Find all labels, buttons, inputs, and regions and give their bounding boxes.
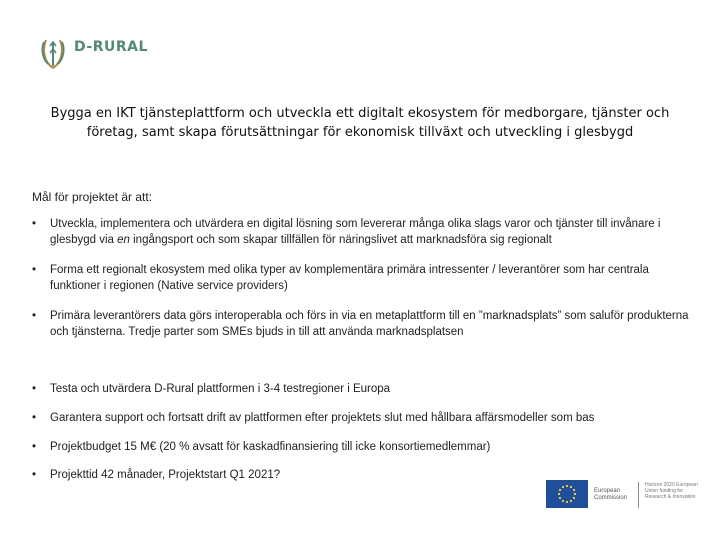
list-item: • Projektbudget 15 M€ (20 % avsatt för kaskadfinansiering till icke konsortiemedlemmar) <box>32 441 491 453</box>
bullet-dot: • <box>32 264 37 276</box>
bullet-dot: • <box>32 310 37 322</box>
d-rural-logo <box>38 28 148 70</box>
intro-text: Mål för projektet är att: <box>32 190 153 204</box>
list-item: • Garantera support och fortsatt drift av plattformen efter projektets slut med hållbara affärsmodeller som bas <box>32 412 595 424</box>
eu-flag-icon <box>546 480 588 508</box>
programme-label: Horizon 2020 European Union funding for Research & Innovation <box>645 482 698 500</box>
list-item: • Projekttid 42 månader, Projektstart Q1 2021? <box>32 469 281 481</box>
bullet-dot: • <box>32 383 37 395</box>
list-item: • Testa och utvärdera D-Rural plattformen i 3-4 testregioner i Europa <box>32 383 391 395</box>
list-item: • Utveckla, implementera och utvärdera en digital lösning som levererar många olika slags varor och tjänster till invånare i glesbygd via en ingångsport och som skapar tillfällen för näringslivet att marknadsföra sig regionalt <box>32 218 661 246</box>
list-item: • Primära leverantörers data görs interoperabla och förs in via en metaplattform till en ”marknadsplats” som saluför produkterna och tjänsterna. Tredje parter som SMEs bjuds in till att använda marknadsplatsen <box>32 310 689 338</box>
eu-logo <box>546 480 703 508</box>
list-item: • Forma ett regionalt ekosystem med olika typer av komplementära primära intressenter / leverantörer som har centrala funktioner i regionen (Native service providers) <box>32 264 649 292</box>
wheat-leaf-icon <box>38 28 68 70</box>
bullet-dot: • <box>32 469 37 481</box>
divider <box>638 482 639 508</box>
page-title: Bygga en IKT tjänsteplattform och utveckla ett digitalt ekosystem för medborgare, tjänster och företag, samt skapa förutsättningar för ekonomisk tillväxt och utveckling i glesbygd <box>50 106 670 140</box>
bullet-dot: • <box>32 412 37 424</box>
bullet-dot: • <box>32 218 37 230</box>
bullet-dot: • <box>32 441 37 453</box>
logo-text: D-RURAL <box>74 39 148 55</box>
eu-commission-label: European Commission <box>594 488 628 501</box>
